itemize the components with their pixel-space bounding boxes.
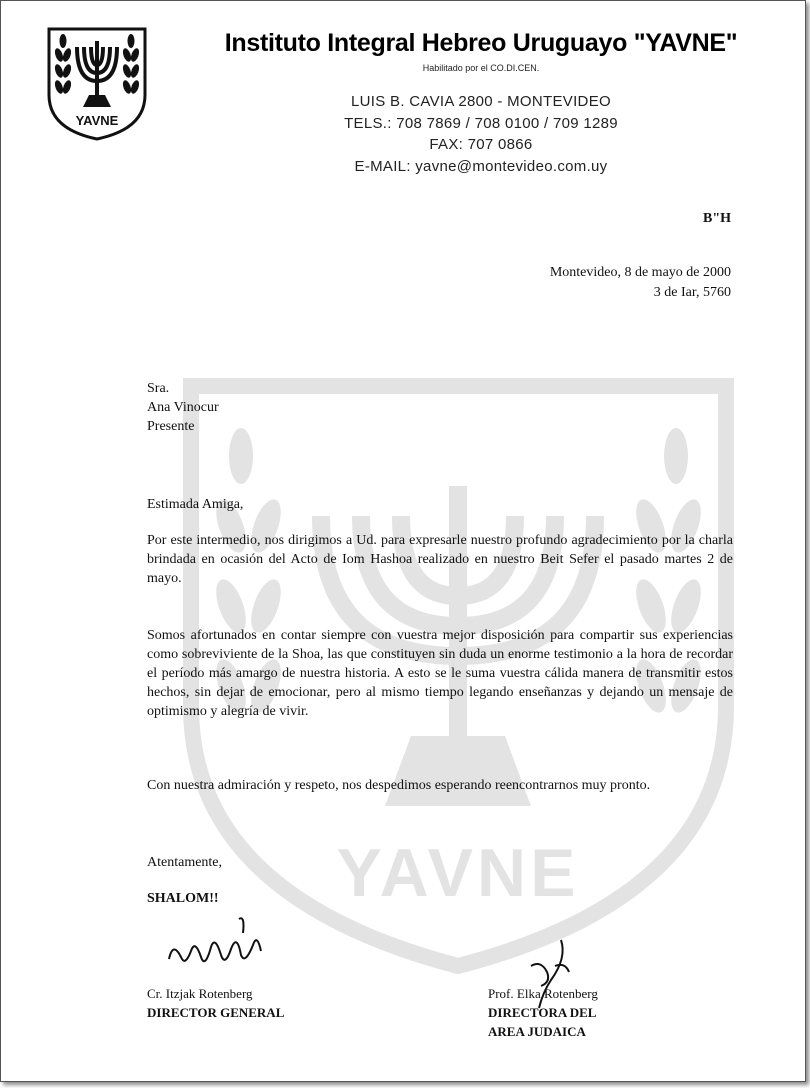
recipient-name: Ana Vinocur (147, 400, 219, 415)
shalom: SHALOM!! (147, 891, 219, 906)
bh-mark: B"H (703, 211, 731, 226)
date-line: Montevideo, 8 de mayo de 2000 (549, 265, 731, 280)
closing: Atentamente, (147, 855, 223, 870)
signer-2-title-line2: AREA JUDAICA (488, 1024, 586, 1039)
address-line: LUIS B. CAVIA 2800 - MONTEVIDEO (351, 93, 611, 110)
accreditation-line: Habilitado por el CO.DI.CEN. (422, 63, 540, 73)
hebrew-date-line: 3 de Iar, 5760 (653, 285, 731, 300)
signer-2-title-line1: DIRECTORA DEL (488, 1005, 597, 1020)
signature-rotenberg-itzjak (161, 911, 271, 981)
greeting: Estimada Amiga, (147, 497, 244, 512)
yavne-logo (45, 25, 149, 143)
paragraph-1: Por este intermedio, nos dirigimos a Ud. para expresarle nuestro profundo agradecimiento por la charla brindada en ocasión del Acto de Iom Hashoa realizado en nuestro Beit Sefer el pasado martes 2 de mayo. (147, 533, 733, 586)
paragraph-3: Con nuestra admiración y respeto, nos despedimos esperando reencontrarnos muy pronto. (147, 778, 651, 793)
signer-1-name: Cr. Itzjak Rotenberg (147, 986, 253, 1001)
fax-line: FAX: 707 0866 (429, 136, 533, 153)
recipient-title: Sra. (147, 381, 170, 396)
signer-2-name: Prof. Elka Rotenberg (488, 986, 598, 1001)
signer-1-title: DIRECTOR GENERAL (147, 1005, 285, 1020)
email-line: E-MAIL: yavne@montevideo.com.uy (354, 158, 608, 175)
paragraph-2: Somos afortunados en contar siempre con vuestra mejor disposición para compartir sus experiencias como sobreviviente de la Shoa, las que constituyen sin duda un enorme testimonio a la hora de recordar el período más amargo de nuestra historia. A esto se le suma vuestra cálida manera de transmitir estos hechos, sin dejar de emocionar, pero al mismo tiempo legando enseñanzas y dejando un mensaje de optimismo y alegría de vivir. (147, 628, 733, 719)
recipient-presente: Presente (147, 419, 195, 434)
institution-name: Instituto Integral Hebreo Uruguayo "YAVNE" (224, 29, 738, 57)
logo-text: YAVNE (75, 113, 119, 128)
watermark-text: YAVNE (336, 835, 580, 911)
phones-line: TELS.: 708 7869 / 708 0100 / 709 1289 (344, 115, 618, 132)
